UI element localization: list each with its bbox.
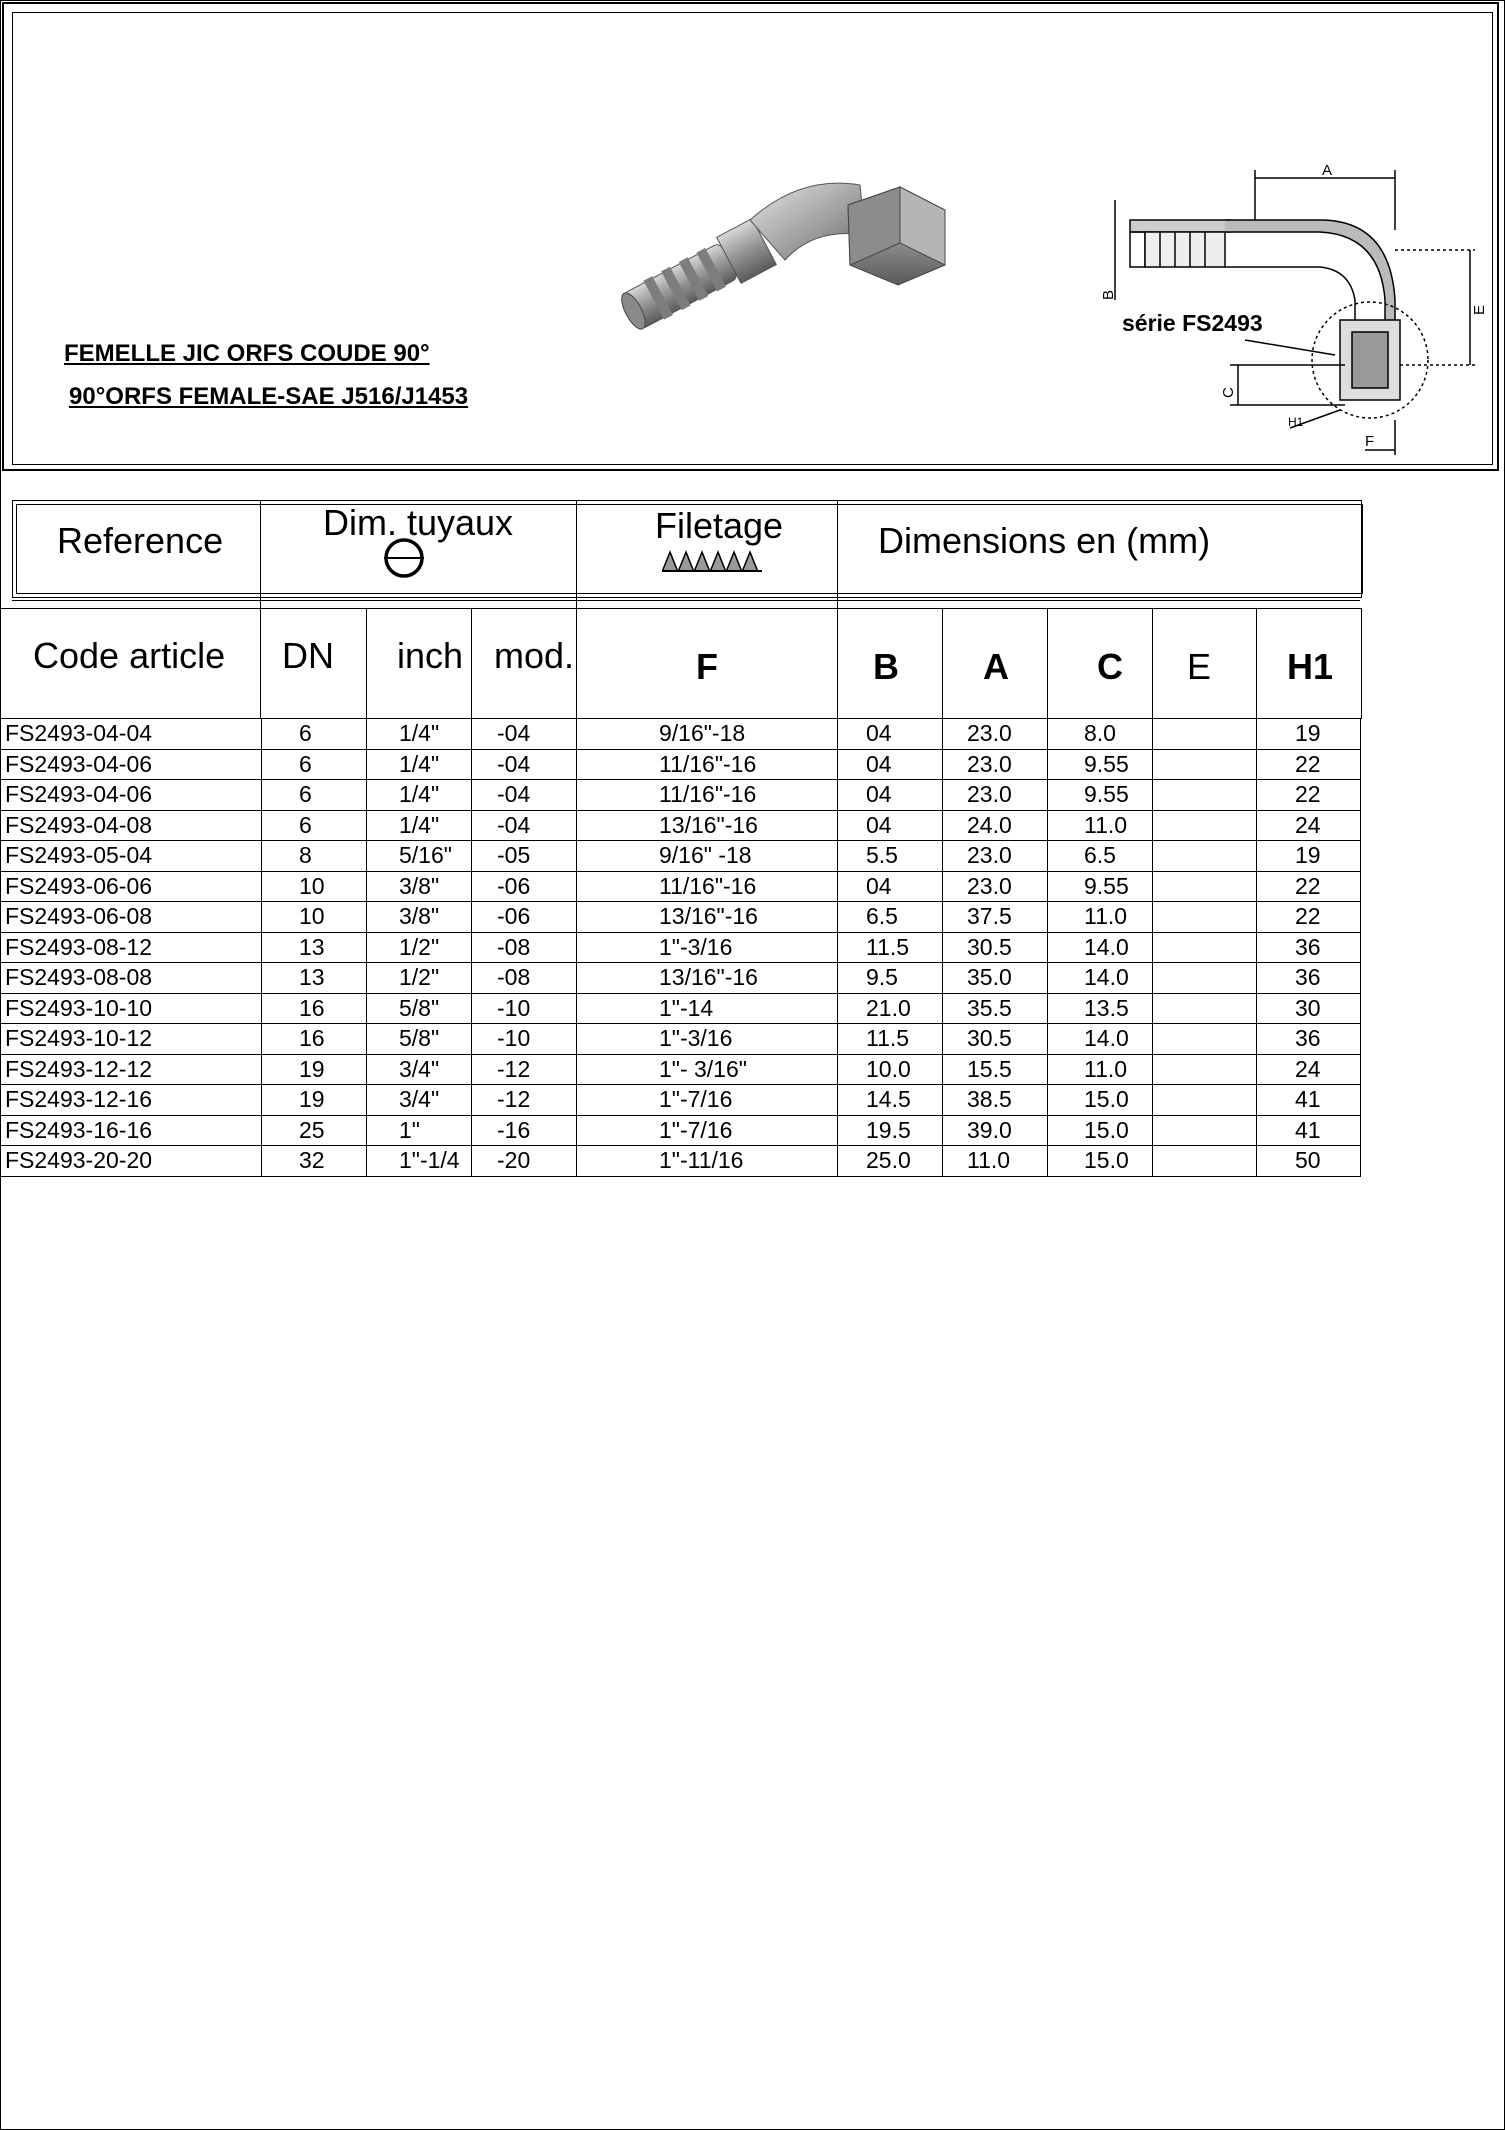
cell-e — [1153, 810, 1257, 841]
cell-a: 35.0 — [943, 963, 1048, 994]
table-row — [1, 1146, 1361, 1177]
cell-h1: 30 — [1257, 993, 1361, 1024]
cell-e — [1153, 1054, 1257, 1085]
cell-code-article: FS2493-04-06 — [1, 780, 262, 811]
cell-b: 5.5 — [838, 841, 943, 872]
cell-f: 13/16"-16 — [577, 902, 838, 933]
cell-c: 8.0 — [1048, 719, 1153, 750]
cell-mod: -08 — [472, 963, 577, 994]
cell-a: 23.0 — [943, 719, 1048, 750]
cell-b: 04 — [838, 780, 943, 811]
cell-c: 6.5 — [1048, 841, 1153, 872]
cell-inch: 5/8" — [367, 993, 472, 1024]
header-rule — [12, 600, 1360, 601]
col-divider — [1152, 608, 1153, 718]
header-mod: mod. — [494, 635, 575, 676]
cell-c: 11.0 — [1048, 902, 1153, 933]
cell-f: 1"-7/16 — [577, 1115, 838, 1146]
cell-dn: 6 — [262, 780, 367, 811]
header-dimensions: Dimensions en (mm) — [878, 520, 1211, 561]
cell-mod: -04 — [472, 780, 577, 811]
cell-a: 23.0 — [943, 871, 1048, 902]
table-row — [1, 902, 1361, 933]
cell-h1: 50 — [1257, 1146, 1361, 1177]
col-divider — [1047, 608, 1048, 718]
cell-b: 04 — [838, 871, 943, 902]
cell-mod: -04 — [472, 810, 577, 841]
cell-b: 14.5 — [838, 1085, 943, 1116]
cell-a: 35.5 — [943, 993, 1048, 1024]
cell-dn: 19 — [262, 1085, 367, 1116]
cell-mod: -04 — [472, 719, 577, 750]
table-row — [1, 1085, 1361, 1116]
cell-a: 11.0 — [943, 1146, 1048, 1177]
cell-dn: 8 — [262, 841, 367, 872]
cell-dn: 16 — [262, 1024, 367, 1055]
cell-inch: 3/4" — [367, 1085, 472, 1116]
cell-f: 1"-7/16 — [577, 1085, 838, 1116]
table-row — [1, 1054, 1361, 1085]
cell-inch: 1/2" — [367, 963, 472, 994]
cell-a: 30.5 — [943, 1024, 1048, 1055]
dim-h1-label: H1 — [1288, 415, 1304, 429]
header-filetage: Filetage — [655, 505, 784, 546]
cell-code-article: FS2493-10-12 — [1, 1024, 262, 1055]
cell-mod: -05 — [472, 841, 577, 872]
cell-b: 9.5 — [838, 963, 943, 994]
table-row — [1, 780, 1361, 811]
cell-e — [1153, 1146, 1257, 1177]
header-f: F — [696, 646, 718, 687]
cell-inch: 5/16" — [367, 841, 472, 872]
header-c: C — [1097, 646, 1123, 687]
dim-a-label: A — [1322, 162, 1333, 179]
cell-inch: 1" — [367, 1115, 472, 1146]
cell-code-article: FS2493-08-08 — [1, 963, 262, 994]
cell-dn: 13 — [262, 963, 367, 994]
cell-c: 15.0 — [1048, 1115, 1153, 1146]
dim-c-label: C — [1220, 387, 1237, 398]
cell-c: 11.0 — [1048, 810, 1153, 841]
cell-f: 11/16"-16 — [577, 871, 838, 902]
cell-mod: -12 — [472, 1085, 577, 1116]
table-row — [1, 810, 1361, 841]
cell-mod: -06 — [472, 871, 577, 902]
cell-e — [1153, 902, 1257, 933]
cell-h1: 36 — [1257, 1024, 1361, 1055]
dim-b-label: B — [1100, 289, 1117, 300]
cell-h1: 22 — [1257, 780, 1361, 811]
cell-mod: -04 — [472, 749, 577, 780]
cell-inch: 1/4" — [367, 749, 472, 780]
col-divider — [576, 596, 577, 718]
table-row — [1, 749, 1361, 780]
cell-inch: 3/8" — [367, 902, 472, 933]
cell-e — [1153, 963, 1257, 994]
cell-h1: 41 — [1257, 1085, 1361, 1116]
cell-e — [1153, 1024, 1257, 1055]
data-table — [0, 718, 1361, 1177]
cell-e — [1153, 932, 1257, 963]
cell-f: 11/16"-16 — [577, 780, 838, 811]
header-code-article: Code article — [33, 635, 226, 676]
cell-code-article: FS2493-12-16 — [1, 1085, 262, 1116]
dim-f-label: F — [1365, 433, 1375, 450]
header-divider — [837, 500, 838, 598]
cell-dn: 25 — [262, 1115, 367, 1146]
header-divider — [576, 500, 577, 598]
cell-c: 13.5 — [1048, 993, 1153, 1024]
cell-b: 10.0 — [838, 1054, 943, 1085]
col-divider — [942, 608, 943, 718]
cell-dn: 10 — [262, 871, 367, 902]
cell-a: 23.0 — [943, 749, 1048, 780]
cell-dn: 6 — [262, 719, 367, 750]
cell-h1: 36 — [1257, 963, 1361, 994]
cell-mod: -06 — [472, 902, 577, 933]
cell-code-article: FS2493-08-12 — [1, 932, 262, 963]
cell-f: 1"- 3/16" — [577, 1054, 838, 1085]
cell-h1: 24 — [1257, 1054, 1361, 1085]
cell-a: 37.5 — [943, 902, 1048, 933]
cell-f: 1"-3/16 — [577, 1024, 838, 1055]
col-divider — [366, 608, 367, 718]
cell-code-article: FS2493-04-06 — [1, 749, 262, 780]
header-inch: inch — [397, 635, 464, 676]
cell-b: 04 — [838, 719, 943, 750]
cell-c: 15.0 — [1048, 1146, 1153, 1177]
header-reference: Reference — [57, 520, 224, 561]
cell-dn: 32 — [262, 1146, 367, 1177]
cell-c: 14.0 — [1048, 932, 1153, 963]
title-english: 90°ORFS FEMALE-SAE J516/J1453 — [69, 383, 469, 410]
cell-code-article: FS2493-20-20 — [1, 1146, 262, 1177]
cell-code-article: FS2493-12-12 — [1, 1054, 262, 1085]
cell-h1: 22 — [1257, 902, 1361, 933]
cell-f: 1"-11/16 — [577, 1146, 838, 1177]
col-divider — [1256, 608, 1257, 718]
cell-mod: -08 — [472, 932, 577, 963]
cell-dn: 13 — [262, 932, 367, 963]
cell-h1: 19 — [1257, 841, 1361, 872]
cell-c: 15.0 — [1048, 1085, 1153, 1116]
cell-dn: 10 — [262, 902, 367, 933]
cell-inch: 1/4" — [367, 719, 472, 750]
cell-h1: 22 — [1257, 749, 1361, 780]
cell-a: 23.0 — [943, 841, 1048, 872]
cell-code-article: FS2493-06-08 — [1, 902, 262, 933]
cell-a: 39.0 — [943, 1115, 1048, 1146]
cell-dn: 19 — [262, 1054, 367, 1085]
table-row — [1, 841, 1361, 872]
cell-dn: 6 — [262, 810, 367, 841]
cell-inch: 1/2" — [367, 932, 472, 963]
header-b: B — [873, 646, 899, 687]
table-row — [1, 963, 1361, 994]
cell-e — [1153, 1085, 1257, 1116]
cell-a: 30.5 — [943, 932, 1048, 963]
cell-b: 21.0 — [838, 993, 943, 1024]
cell-f: 9/16" -18 — [577, 841, 838, 872]
cell-mod: -12 — [472, 1054, 577, 1085]
header-e: E — [1187, 646, 1212, 687]
table-row — [1, 1115, 1361, 1146]
table-row — [1, 993, 1361, 1024]
cell-e — [1153, 749, 1257, 780]
table-row — [1, 1024, 1361, 1055]
cell-code-article: FS2493-06-06 — [1, 871, 262, 902]
cell-e — [1153, 993, 1257, 1024]
cell-b: 04 — [838, 810, 943, 841]
cell-f: 13/16"-16 — [577, 810, 838, 841]
cell-inch: 3/8" — [367, 871, 472, 902]
cell-h1: 36 — [1257, 932, 1361, 963]
dim-e-label: E — [1471, 304, 1488, 315]
cell-b: 04 — [838, 749, 943, 780]
cell-c: 11.0 — [1048, 1054, 1153, 1085]
cell-f: 9/16"-18 — [577, 719, 838, 750]
cell-inch: 1/4" — [367, 810, 472, 841]
cell-a: 38.5 — [943, 1085, 1048, 1116]
header-dim-tuyaux: Dim. tuyaux — [323, 502, 514, 543]
table-row — [1, 871, 1361, 902]
header-a: A — [983, 646, 1009, 687]
cell-e — [1153, 780, 1257, 811]
col-divider — [471, 608, 472, 718]
cell-f: 1"-14 — [577, 993, 838, 1024]
title-french: FEMELLE JIC ORFS COUDE 90° — [64, 340, 430, 367]
cell-c: 14.0 — [1048, 963, 1153, 994]
table-row — [1, 719, 1361, 750]
cell-mod: -16 — [472, 1115, 577, 1146]
cell-c: 9.55 — [1048, 871, 1153, 902]
cell-b: 25.0 — [838, 1146, 943, 1177]
table-row — [1, 932, 1361, 963]
thread-icon — [662, 548, 762, 572]
col-divider — [837, 596, 838, 718]
table-body — [1, 719, 1361, 1177]
cell-inch: 1"-1/4 — [367, 1146, 472, 1177]
fitting-3d-image — [600, 165, 1020, 340]
header-divider — [260, 500, 261, 598]
cell-code-article: FS2493-16-16 — [1, 1115, 262, 1146]
cell-h1: 41 — [1257, 1115, 1361, 1146]
cell-dn: 16 — [262, 993, 367, 1024]
cell-e — [1153, 1115, 1257, 1146]
cell-h1: 22 — [1257, 871, 1361, 902]
cell-b: 19.5 — [838, 1115, 943, 1146]
cell-inch: 5/8" — [367, 1024, 472, 1055]
cell-code-article: FS2493-04-08 — [1, 810, 262, 841]
header-dn: DN — [282, 635, 334, 676]
header-h1: H1 — [1287, 646, 1334, 687]
col-divider — [260, 596, 261, 718]
cell-b: 6.5 — [838, 902, 943, 933]
cell-h1: 19 — [1257, 719, 1361, 750]
cell-code-article: FS2493-04-04 — [1, 719, 262, 750]
cell-e — [1153, 841, 1257, 872]
cell-mod: -10 — [472, 1024, 577, 1055]
cell-c: 9.55 — [1048, 749, 1153, 780]
cell-mod: -10 — [472, 993, 577, 1024]
diameter-icon — [381, 538, 427, 578]
cell-f: 13/16"-16 — [577, 963, 838, 994]
cell-a: 23.0 — [943, 780, 1048, 811]
cell-a: 15.5 — [943, 1054, 1048, 1085]
cell-b: 11.5 — [838, 1024, 943, 1055]
cell-inch: 1/4" — [367, 780, 472, 811]
cell-c: 9.55 — [1048, 780, 1153, 811]
cell-f: 11/16"-16 — [577, 749, 838, 780]
cell-c: 14.0 — [1048, 1024, 1153, 1055]
cell-a: 24.0 — [943, 810, 1048, 841]
cell-f: 1"-3/16 — [577, 932, 838, 963]
serie-label: série FS2493 — [1122, 310, 1263, 336]
cell-h1: 24 — [1257, 810, 1361, 841]
cell-e — [1153, 719, 1257, 750]
cell-mod: -20 — [472, 1146, 577, 1177]
cell-code-article: FS2493-10-10 — [1, 993, 262, 1024]
cell-code-article: FS2493-05-04 — [1, 841, 262, 872]
cell-b: 11.5 — [838, 932, 943, 963]
cell-dn: 6 — [262, 749, 367, 780]
cell-e — [1153, 871, 1257, 902]
cell-inch: 3/4" — [367, 1054, 472, 1085]
